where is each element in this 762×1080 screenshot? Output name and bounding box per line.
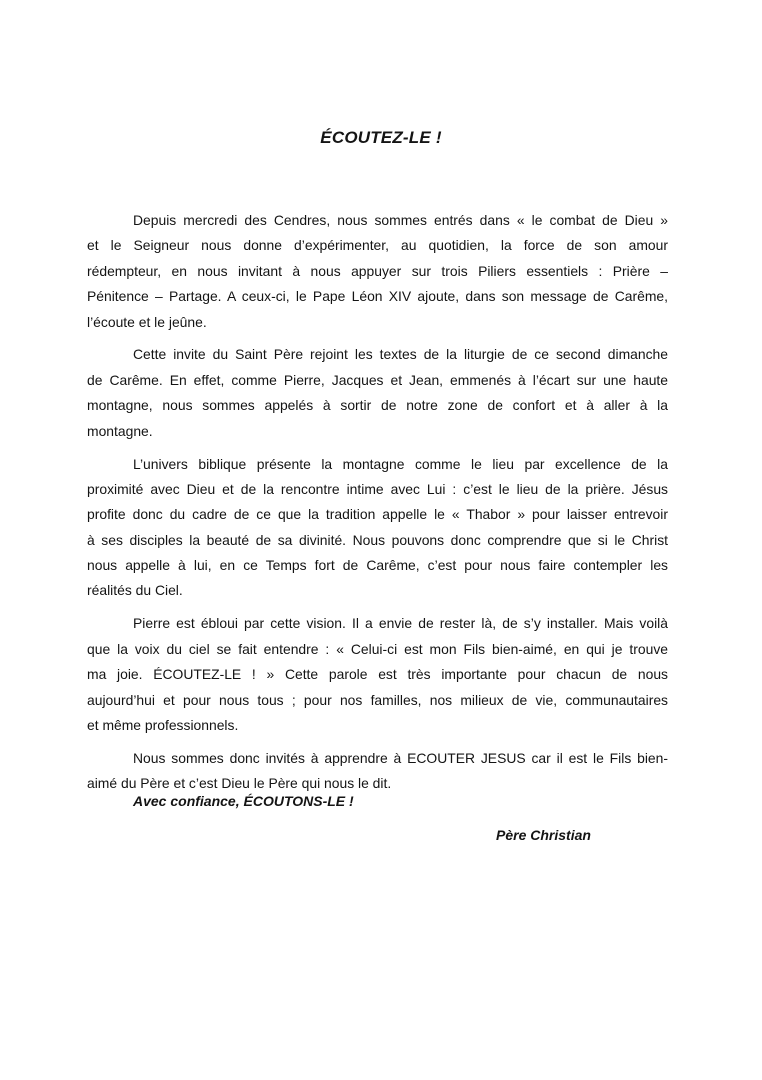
paragraph-3 [87, 452, 668, 604]
text-line: réalités du Ciel. [87, 582, 183, 599]
text-line: Nous sommes donc invités à apprendre à ECOUTER JESUS car il est le Fils bien- [133, 749, 668, 766]
paragraph-4 [87, 611, 668, 738]
text-line: et le Seigneur nous donne d’expérimenter, au quotidien, la force de son amour [87, 237, 668, 254]
text-line: montagne, nous sommes appelés à sortir de notre zone de confort et à aller à la [87, 397, 668, 414]
text-line: Pénitence – Partage. A ceux-ci, le Pape Léon XIV ajoute, dans son message de Carême, [87, 288, 668, 305]
document-title: ÉCOUTEZ-LE ! [320, 128, 442, 147]
text-line: ma joie. ÉCOUTEZ-LE ! » Cette parole est très importante pour chacun de nous [87, 666, 668, 683]
text-line: L’univers biblique présente la montagne comme le lieu par excellence de la [133, 455, 668, 472]
closing-line: Avec confiance, ÉCOUTONS-LE ! [133, 793, 354, 809]
paragraph-1 [87, 208, 668, 335]
text-line: Pierre est ébloui par cette vision. Il a envie de rester là, de s’y installer. Mais voilà [133, 615, 668, 632]
text-line: Cette invite du Saint Père rejoint les textes de la liturgie de ce second dimanche [133, 346, 668, 363]
text-line: montagne. [87, 422, 153, 439]
text-line: l’écoute et le jeûne. [87, 313, 207, 330]
paragraph-5 [87, 746, 668, 797]
text-line: nous appelle à lui, en ce Temps fort de Carême, c’est pour nous faire contempler les [87, 557, 668, 574]
text-line: proximité avec Dieu et de la rencontre intime avec Lui : c’est le lieu de la prière. Jésus [87, 480, 668, 497]
text-line: et même professionnels. [87, 716, 239, 733]
text-line: Depuis mercredi des Cendres, nous sommes entrés dans « le combat de Dieu » [133, 212, 668, 228]
text-line: rédempteur, en nous invitant à nous appuyer sur trois Piliers essentiels : Prière – [87, 262, 668, 279]
text-line: profite donc du cadre de ce que la tradition appelle le « Thabor » pour laisser entrevoir [87, 506, 668, 523]
signature: Père Christian [496, 827, 591, 843]
text-line: à ses disciples la beauté de sa divinité. Nous pouvons donc comprendre que si le Christ [87, 531, 668, 548]
paragraph-2 [87, 342, 668, 444]
text-line: aujourd’hui et pour nous tous ; pour nos familles, nos milieux de vie, communautaires [87, 691, 668, 708]
text-line: de Carême. En effet, comme Pierre, Jacques et Jean, emmenés à l’écart sur une haute [87, 371, 668, 388]
text-line: que la voix du ciel se fait entendre : « Celui-ci est mon Fils bien-aimé, en qui je trouve [87, 640, 668, 657]
text-line: aimé du Père et c’est Dieu le Père qui nous le dit. [87, 775, 392, 792]
document-body [87, 208, 668, 804]
